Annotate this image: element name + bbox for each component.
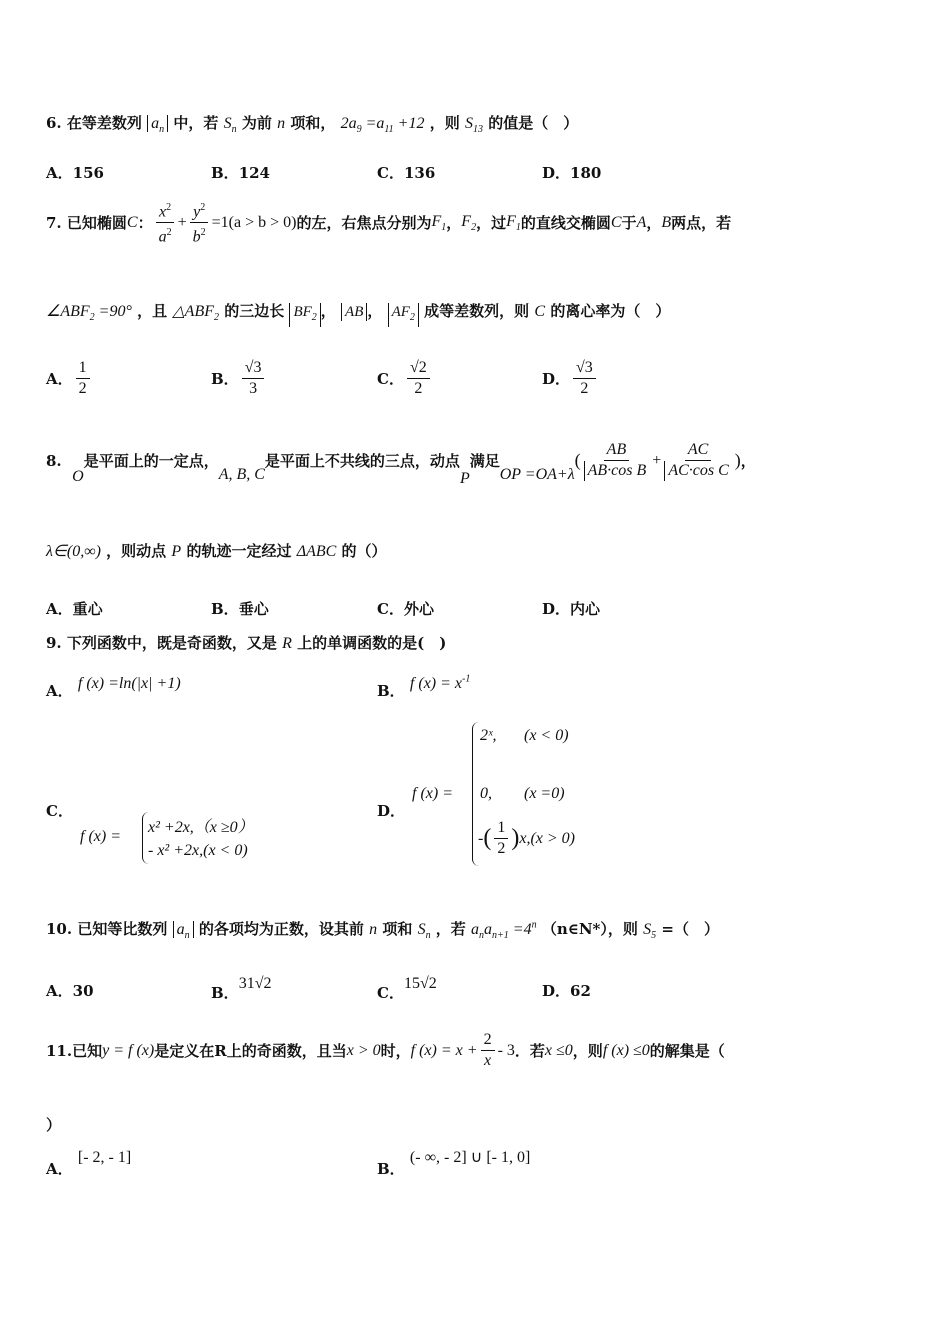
math-af2: $AF_2$	[388, 303, 419, 327]
question-text: 于	[621, 214, 637, 233]
option-b: B．124	[211, 164, 270, 182]
question-number: 7.	[46, 213, 62, 232]
math-lambda: λ∈(0,∞)	[46, 543, 101, 560]
question-text: 时，	[380, 1042, 411, 1060]
math-f1: $F_1$	[431, 212, 447, 233]
option-a: A． f (x) =ln(|x| +1)	[46, 675, 181, 700]
question-text: 满足	[469, 452, 500, 470]
math-sequence: $a_n$	[147, 115, 168, 132]
math-sum: $S_n$	[223, 115, 237, 136]
option-b: B．垂心	[211, 600, 269, 618]
math-condition: x ≤0	[544, 1041, 573, 1059]
piecewise-row: 2ˣ,	[480, 727, 497, 744]
math-s13: $S_{13}$	[464, 115, 483, 136]
question-text: ，则动点	[106, 542, 167, 560]
math-inequality: f (x) ≤0	[602, 1041, 650, 1059]
piecewise-row: - x² +2x,(x < 0)	[148, 842, 248, 859]
question-text: 的（）	[341, 542, 387, 560]
option-a: A．156	[46, 164, 104, 182]
math-abc: A, B, C	[218, 465, 265, 483]
option-b: B． f $(x) = x^{-1}$	[377, 673, 471, 700]
question-text: 在等差数列	[66, 114, 142, 132]
math-s5: $S_5$	[643, 921, 657, 942]
math-expression: f (x) = x +	[410, 1041, 478, 1059]
option-b: B． $\frac{√3}{3}$	[211, 358, 267, 399]
math-c: C	[610, 213, 622, 231]
question-10	[46, 918, 719, 941]
option-a: A． [- 2, - 1]	[46, 1149, 132, 1178]
math-angle: $\angle ABF_2 =90^\circ$	[46, 303, 132, 324]
math-expression: - 3	[497, 1041, 515, 1059]
question-text: 下列函数中，既是奇函数，又是	[66, 634, 277, 652]
question-text: ：	[137, 214, 153, 233]
math-o: O	[72, 467, 84, 485]
option-c: C．15√2	[377, 975, 437, 1002]
question-number: 6.	[46, 114, 62, 132]
math-expression: f (x) =	[80, 828, 121, 845]
math-sequence: $a_n$	[173, 921, 194, 938]
fraction-x2-a2: $\frac{x^2}{a^2}$	[156, 198, 175, 248]
question-7-line-2: $\angle ABF_2 =90^\circ$ ，且 $\triangle ABF_2$ 的三边长 $BF_2$ ， AB ， $AF_2$ 成等差数列，则 C 的离心率为（ ）	[46, 300, 670, 327]
question-text: ，且	[137, 302, 168, 320]
math-a: A	[636, 213, 647, 231]
option-d: D．180	[542, 164, 602, 182]
question-8: 8. O 是平面上的一定点， A, B, C 是平面上不共线的三点，动点 P 满足 OP =OA+λ ( $\frac{AB}{\text{AB·cos B}}$ + $\frac{AC}{\text{AC·cos C}}$ ) ，	[46, 441, 756, 487]
question-text: 上的单调函数的是( )	[297, 634, 447, 652]
fraction-y2-b2: $\frac{y^2}{b^2}$	[190, 198, 209, 248]
math-n: n	[369, 921, 378, 938]
math-sum: $S_n$	[417, 921, 431, 942]
math-function: y = f (x)	[102, 1041, 155, 1059]
question-text: 的值是（ ）	[488, 114, 579, 132]
math-r: R	[282, 635, 292, 652]
question-text: ）	[46, 1116, 62, 1134]
question-text: 的左，右焦点分别为	[296, 214, 432, 233]
piecewise-row: - ( $\frac{1}{2}$ ) x ,(x > 0)	[478, 819, 575, 857]
question-text: 是平面上不共线的三点，动点	[264, 452, 460, 470]
question-number: 10.	[46, 920, 73, 938]
math-c: C	[126, 213, 138, 231]
question-7: 7. 已知椭圆 C ： $\frac{x^2}{a^2}$ + $\frac{y^2}{b^2}$ =1(a > b > 0) 的左，右焦点分别为 $F_1$ ， $F_2$ ，过 $F_1$ 的直线交椭圆 C 于 A ， B 两点，若	[46, 198, 731, 248]
question-6	[46, 112, 578, 135]
piecewise-row: 0,	[480, 785, 492, 802]
option-b: B．31√2	[211, 975, 272, 1002]
question-text: 两点，若	[671, 214, 732, 233]
question-text: 项和	[382, 920, 413, 938]
piecewise-condition: (x =0)	[524, 785, 565, 802]
math-ab: AB	[341, 303, 367, 321]
question-text: 的离心率为（ ）	[550, 302, 671, 320]
question-text: ，过	[476, 214, 507, 233]
math-triangle: $\triangle ABF_2$	[172, 303, 219, 324]
question-text: 成等差数列，则	[424, 302, 530, 320]
question-text: 的三边长	[224, 302, 285, 320]
option-c: C． $\frac{√2}{2}$	[377, 358, 433, 399]
option-c: C．136	[377, 164, 436, 182]
question-number: 8.	[46, 451, 62, 470]
option-c: C．外心	[377, 600, 434, 618]
question-text: 项和，	[290, 114, 336, 132]
fraction-2-x: $\frac{2}{x}$	[481, 1030, 495, 1071]
question-text: 已知	[72, 1042, 103, 1060]
math-f2: $F_2$	[461, 212, 477, 233]
question-text: 的直线交椭圆	[520, 214, 611, 233]
question-text: 为前	[241, 114, 272, 132]
option-d: D．内心	[542, 600, 601, 618]
option-a: A．重心	[46, 600, 103, 618]
question-text: 是定义在	[154, 1042, 215, 1060]
question-text: （n∈N*），则	[541, 920, 638, 938]
option-a: A． $\frac{1}{2}$	[46, 358, 93, 399]
option-b: B． (- ∞, - 2] ∪ [- 1, 0]	[377, 1149, 531, 1178]
question-text: 的各项均为正数，设其前	[198, 920, 364, 938]
fraction-ab: $\frac{AB}{\text{AB·cos B}}$	[584, 440, 650, 481]
math-p: P	[171, 543, 182, 560]
math-condition: x > 0	[346, 1041, 381, 1059]
option-d: D．62	[542, 982, 591, 1000]
question-text: 的解集是（	[649, 1042, 725, 1060]
question-text: 已知等比数列	[77, 920, 168, 938]
math-p: P	[459, 469, 470, 487]
question-text: =（ ）	[661, 920, 719, 938]
math-expression: f (x) =	[412, 785, 453, 802]
question-text: 已知椭圆	[66, 214, 127, 233]
question-8-line-2	[46, 540, 387, 561]
math-condition: =1(a > b > 0)	[211, 213, 297, 231]
math-f1: $F_1$	[506, 212, 521, 233]
option-d-label: D．	[377, 802, 406, 820]
option-a: A．30	[46, 982, 94, 1000]
question-text: 上的奇函数，且当	[226, 1042, 347, 1060]
question-text: 中，若	[173, 114, 219, 132]
question-text: ，则	[572, 1042, 603, 1060]
question-text: ．若	[514, 1042, 545, 1060]
question-text: ，则	[429, 114, 460, 132]
option-c-label: C．	[46, 802, 73, 820]
math-equation: $2a_9 =a_{11} +12$	[340, 115, 425, 136]
math-bf2: $BF_2$	[289, 303, 320, 327]
question-text: 是平面上的一定点，	[83, 452, 219, 470]
math-expression: f $(x) = x^{-1}$	[409, 673, 471, 692]
math-triangle: ΔABC	[296, 543, 337, 560]
question-number: 11.	[46, 1041, 73, 1060]
piecewise-row: x² +2x,（x ≥0）	[148, 819, 254, 836]
math-c: C	[534, 303, 546, 320]
question-text: 的轨迹一定经过	[186, 542, 292, 560]
question-text: ，若	[435, 920, 466, 938]
question-9	[46, 632, 446, 653]
question-11	[46, 1030, 725, 1071]
question-number: 9.	[46, 634, 62, 652]
math-n: n	[277, 115, 286, 132]
option-d: D． $\frac{√3}{2}$	[542, 358, 599, 399]
math-r: R	[214, 1041, 227, 1060]
math-equation: $a_na_{n+1} =4^n$	[471, 919, 537, 942]
piecewise-condition: (x < 0)	[524, 727, 569, 744]
math-op-equation: OP =OA+λ	[499, 465, 575, 483]
math-b: B	[661, 213, 672, 231]
fraction-ac: $\frac{AC}{\text{AC·cos C}}$	[664, 440, 731, 481]
math-expression: f (x) =ln(|x| +1)	[77, 675, 181, 692]
